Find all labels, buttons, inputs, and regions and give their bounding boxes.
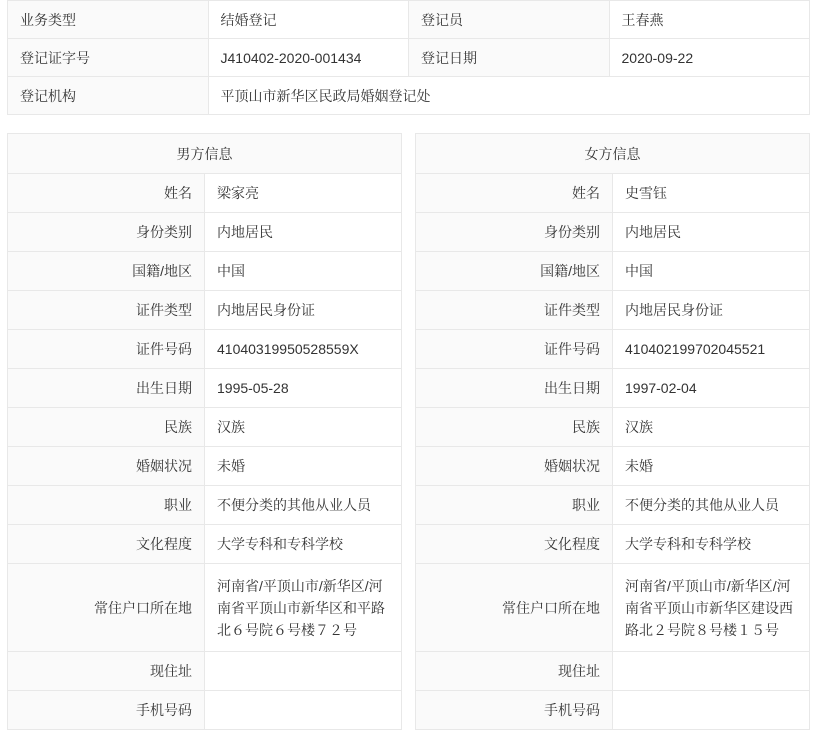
female-label-ethnicity: 民族: [416, 408, 613, 447]
male-info-table: [7, 133, 402, 730]
summary-label-business-type: 业务类型: [8, 1, 209, 39]
male-value-mobile-number: [205, 691, 402, 730]
female-label-name: 姓名: [416, 174, 613, 213]
male-value-id-number: 41040319950528559X: [205, 330, 402, 369]
table-row: [416, 252, 810, 291]
female-label-identity-category: 身份类别: [416, 213, 613, 252]
table-row: [8, 252, 402, 291]
table-row: [8, 330, 402, 369]
table-row: [416, 408, 810, 447]
summary-label-certificate-number: 登记证字号: [8, 39, 209, 77]
female-label-marital-status: 婚姻状况: [416, 447, 613, 486]
male-value-household-address: 河南省/平顶山市/新华区/河南省平顶山市新华区和平路北６号院６号楼７２号: [205, 564, 402, 652]
female-label-birth-date: 出生日期: [416, 369, 613, 408]
male-value-education: 大学专科和专科学校: [205, 525, 402, 564]
female-value-identity-category: 内地居民: [613, 213, 810, 252]
summary-value-registration-office: 平顶山市新华区民政局婚姻登记处: [208, 77, 810, 115]
female-value-current-address: [613, 652, 810, 691]
table-row: [8, 77, 810, 115]
male-label-id-type: 证件类型: [8, 291, 205, 330]
male-label-occupation: 职业: [8, 486, 205, 525]
male-value-marital-status: 未婚: [205, 447, 402, 486]
table-row: [416, 134, 810, 174]
summary-value-registrar: 王春燕: [609, 1, 810, 39]
table-row: [416, 564, 810, 652]
male-label-name: 姓名: [8, 174, 205, 213]
female-label-id-type: 证件类型: [416, 291, 613, 330]
female-value-household-address: 河南省/平顶山市/新华区/河南省平顶山市新华区建设西路北２号院８号楼１５号: [613, 564, 810, 652]
male-label-household-address: 常住户口所在地: [8, 564, 205, 652]
female-label-education: 文化程度: [416, 525, 613, 564]
summary-value-business-type: 结婚登记: [208, 1, 409, 39]
table-row: [416, 291, 810, 330]
female-value-name: 史雪钰: [613, 174, 810, 213]
table-row: [416, 525, 810, 564]
table-row: [416, 213, 810, 252]
table-row: [416, 330, 810, 369]
table-row: [8, 691, 402, 730]
male-label-current-address: 现住址: [8, 652, 205, 691]
female-label-nationality: 国籍/地区: [416, 252, 613, 291]
female-info-title: 女方信息: [416, 134, 810, 174]
female-value-id-type: 内地居民身份证: [613, 291, 810, 330]
female-label-id-number: 证件号码: [416, 330, 613, 369]
male-value-birth-date: 1995-05-28: [205, 369, 402, 408]
female-value-marital-status: 未婚: [613, 447, 810, 486]
summary-value-certificate-number: J410402-2020-001434: [208, 39, 409, 77]
person-tables: [7, 133, 810, 730]
table-row: [8, 1, 810, 39]
table-row: [8, 174, 402, 213]
male-value-ethnicity: 汉族: [205, 408, 402, 447]
table-row: [8, 213, 402, 252]
table-row: [416, 691, 810, 730]
male-label-identity-category: 身份类别: [8, 213, 205, 252]
table-row: [8, 486, 402, 525]
table-row: [8, 525, 402, 564]
female-value-mobile-number: [613, 691, 810, 730]
male-label-marital-status: 婚姻状况: [8, 447, 205, 486]
table-row: [8, 652, 402, 691]
table-row: [416, 486, 810, 525]
table-row: [8, 39, 810, 77]
summary-label-registrar: 登记员: [409, 1, 610, 39]
female-info-table: [415, 133, 810, 730]
male-label-education: 文化程度: [8, 525, 205, 564]
female-label-household-address: 常住户口所在地: [416, 564, 613, 652]
male-value-id-type: 内地居民身份证: [205, 291, 402, 330]
female-value-id-number: 410402199702045521: [613, 330, 810, 369]
female-label-mobile-number: 手机号码: [416, 691, 613, 730]
female-label-current-address: 现住址: [416, 652, 613, 691]
male-label-mobile-number: 手机号码: [8, 691, 205, 730]
table-row: [8, 291, 402, 330]
summary-label-registration-office: 登记机构: [8, 77, 209, 115]
male-value-identity-category: 内地居民: [205, 213, 402, 252]
male-value-name: 梁家亮: [205, 174, 402, 213]
female-info-panel: [415, 133, 810, 730]
female-value-ethnicity: 汉族: [613, 408, 810, 447]
summary-label-registration-date: 登记日期: [409, 39, 610, 77]
male-info-title: 男方信息: [8, 134, 402, 174]
female-label-occupation: 职业: [416, 486, 613, 525]
male-value-occupation: 不便分类的其他从业人员: [205, 486, 402, 525]
female-value-occupation: 不便分类的其他从业人员: [613, 486, 810, 525]
table-row: [416, 447, 810, 486]
male-value-current-address: [205, 652, 402, 691]
male-value-nationality: 中国: [205, 252, 402, 291]
table-row: [416, 369, 810, 408]
table-row: [8, 134, 402, 174]
summary-value-registration-date: 2020-09-22: [609, 39, 810, 77]
female-value-birth-date: 1997-02-04: [613, 369, 810, 408]
table-row: [8, 447, 402, 486]
table-row: [8, 408, 402, 447]
male-label-id-number: 证件号码: [8, 330, 205, 369]
male-label-nationality: 国籍/地区: [8, 252, 205, 291]
table-row: [416, 174, 810, 213]
male-info-panel: [7, 133, 402, 730]
summary-table: [7, 0, 810, 115]
female-value-education: 大学专科和专科学校: [613, 525, 810, 564]
table-row: [416, 652, 810, 691]
female-value-nationality: 中国: [613, 252, 810, 291]
male-label-ethnicity: 民族: [8, 408, 205, 447]
table-row: [8, 564, 402, 652]
male-label-birth-date: 出生日期: [8, 369, 205, 408]
table-row: [8, 369, 402, 408]
